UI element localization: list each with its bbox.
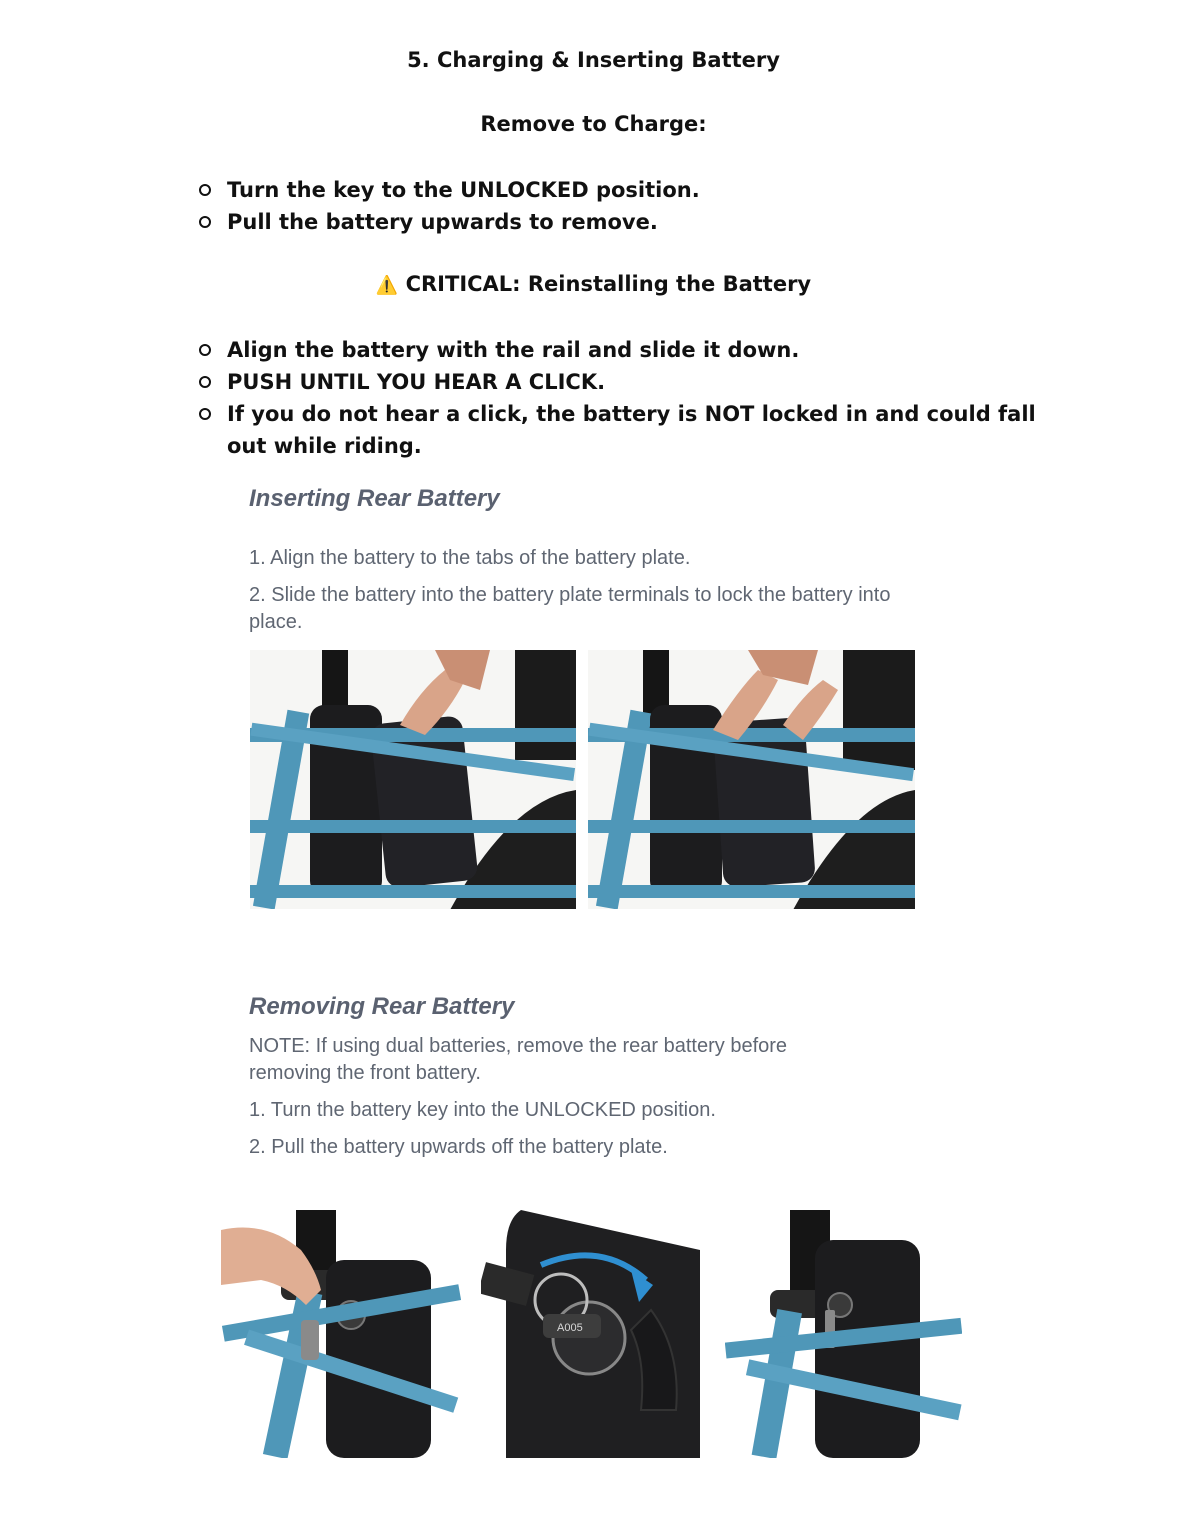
page-title: 5. Charging & Inserting Battery [407,48,780,72]
removing-steps [249,1033,869,1171]
remove-battery-photo-3 [725,1210,962,1458]
inserting-steps [249,545,949,646]
critical-heading: ⚠️ CRITICAL: Reinstalling the Battery [375,272,812,296]
circle-bullet-icon [199,216,211,228]
circle-bullet-icon [199,344,211,356]
list-item: If you do not hear a click, the battery is NOT locked in and could fall out while riding. [197,398,1057,462]
critical-steps-list [197,334,1057,462]
remove-steps-list [197,174,1057,238]
warning-icon: ⚠️ [375,275,399,296]
list-item: Pull the battery upwards to remove. [197,206,1057,238]
insert-battery-photo-1 [250,650,576,909]
inserting-section-title: Inserting Rear Battery [249,485,500,512]
removing-section-title: Removing Rear Battery [249,993,515,1020]
insert-battery-photo-2 [588,650,915,909]
key-code-label: A005 [557,1322,583,1334]
list-item: PUSH UNTIL YOU HEAR A CLICK. [197,366,1057,398]
circle-bullet-icon [199,408,211,420]
remove-battery-photo-1 [221,1210,461,1458]
remove-to-charge-heading: Remove to Charge: [480,112,707,136]
circle-bullet-icon [199,184,211,196]
removing-note: NOTE: If using dual batteries, remove the rear battery before removing the front battery. [249,1035,788,1084]
list-item: Turn the key to the UNLOCKED position. [197,174,1057,206]
inserting-step: 1. Align the battery to the tabs of the battery plate. [249,547,691,569]
removing-step: 1. Turn the battery key into the UNLOCKED position. [249,1099,716,1121]
remove-battery-photo-2 [481,1210,700,1458]
circle-bullet-icon [199,376,211,388]
list-item: Align the battery with the rail and slide it down. [197,334,1057,366]
removing-step: 2. Pull the battery upwards off the battery plate. [249,1136,668,1158]
inserting-step: 2. Slide the battery into the battery plate terminals to lock the battery into place. [249,584,891,633]
